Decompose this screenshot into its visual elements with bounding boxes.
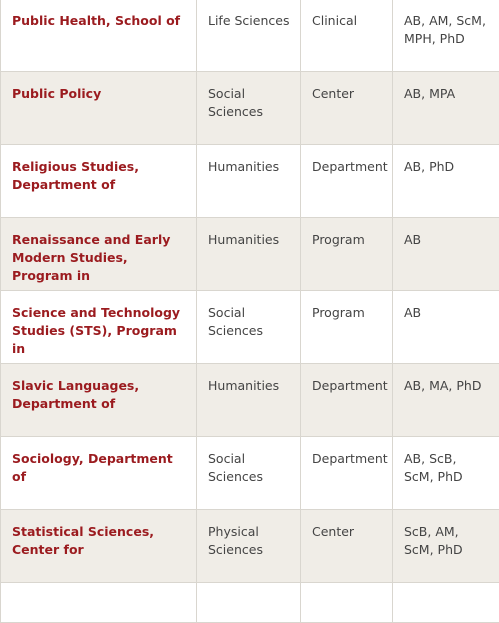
- type-cell: Center: [301, 510, 393, 583]
- area-cell: [197, 583, 301, 623]
- type-cell: Center: [301, 72, 393, 145]
- degrees-cell: AB, MPA: [393, 72, 499, 145]
- table-row: [1, 145, 499, 218]
- type-cell: Department: [301, 437, 393, 510]
- table-row: [1, 291, 499, 364]
- degrees-cell: AB, MA, PhD: [393, 364, 499, 437]
- table-row: [1, 583, 499, 623]
- table-row: [1, 218, 499, 291]
- program-name-cell: [1, 291, 197, 364]
- program-name-cell: [1, 437, 197, 510]
- area-cell: Humanities: [197, 218, 301, 291]
- degrees-cell: AB, ScB, ScM, PhD: [393, 437, 499, 510]
- degrees-cell: AB: [393, 291, 499, 364]
- degrees-cell: AB: [393, 218, 499, 291]
- type-cell: Program: [301, 218, 393, 291]
- table-row: [1, 437, 499, 510]
- program-link[interactable]: Slavic Languages, Department of: [12, 378, 139, 411]
- table-row: [1, 72, 499, 145]
- program-link[interactable]: Public Policy: [12, 86, 101, 101]
- program-name-cell: [1, 218, 197, 291]
- table-row: [1, 364, 499, 437]
- area-cell: Physical Sciences: [197, 510, 301, 583]
- area-cell: Social Sciences: [197, 291, 301, 364]
- area-cell: Humanities: [197, 364, 301, 437]
- program-name-cell: [1, 72, 197, 145]
- area-cell: Social Sciences: [197, 72, 301, 145]
- program-name-cell: [1, 510, 197, 583]
- program-link[interactable]: Sociology, Department of: [12, 451, 173, 484]
- program-name-cell: [1, 364, 197, 437]
- program-link[interactable]: Science and Technology Studies (STS), Program in: [12, 305, 180, 356]
- degrees-cell: ScB, AM, ScM, PhD: [393, 510, 499, 583]
- type-cell: Clinical: [301, 0, 393, 72]
- area-cell: Life Sciences: [197, 0, 301, 72]
- degrees-cell: [393, 583, 499, 623]
- program-link[interactable]: Religious Studies, Department of: [12, 159, 139, 192]
- type-cell: Department: [301, 364, 393, 437]
- program-link[interactable]: Statistical Sciences, Center for: [12, 524, 154, 557]
- table-row: [1, 510, 499, 583]
- area-cell: Social Sciences: [197, 437, 301, 510]
- area-cell: Humanities: [197, 145, 301, 218]
- degrees-cell: AB, PhD: [393, 145, 499, 218]
- type-cell: Program: [301, 291, 393, 364]
- table-row: [1, 0, 499, 72]
- type-cell: [301, 583, 393, 623]
- program-name-cell: [1, 145, 197, 218]
- program-link[interactable]: Renaissance and Early Modern Studies, Program in: [12, 232, 170, 283]
- program-name-cell: [1, 0, 197, 72]
- degrees-cell: AB, AM, ScM, MPH, PhD: [393, 0, 499, 72]
- program-name-cell: [1, 583, 197, 623]
- program-link[interactable]: Public Health, School of: [12, 13, 180, 28]
- type-cell: Department: [301, 145, 393, 218]
